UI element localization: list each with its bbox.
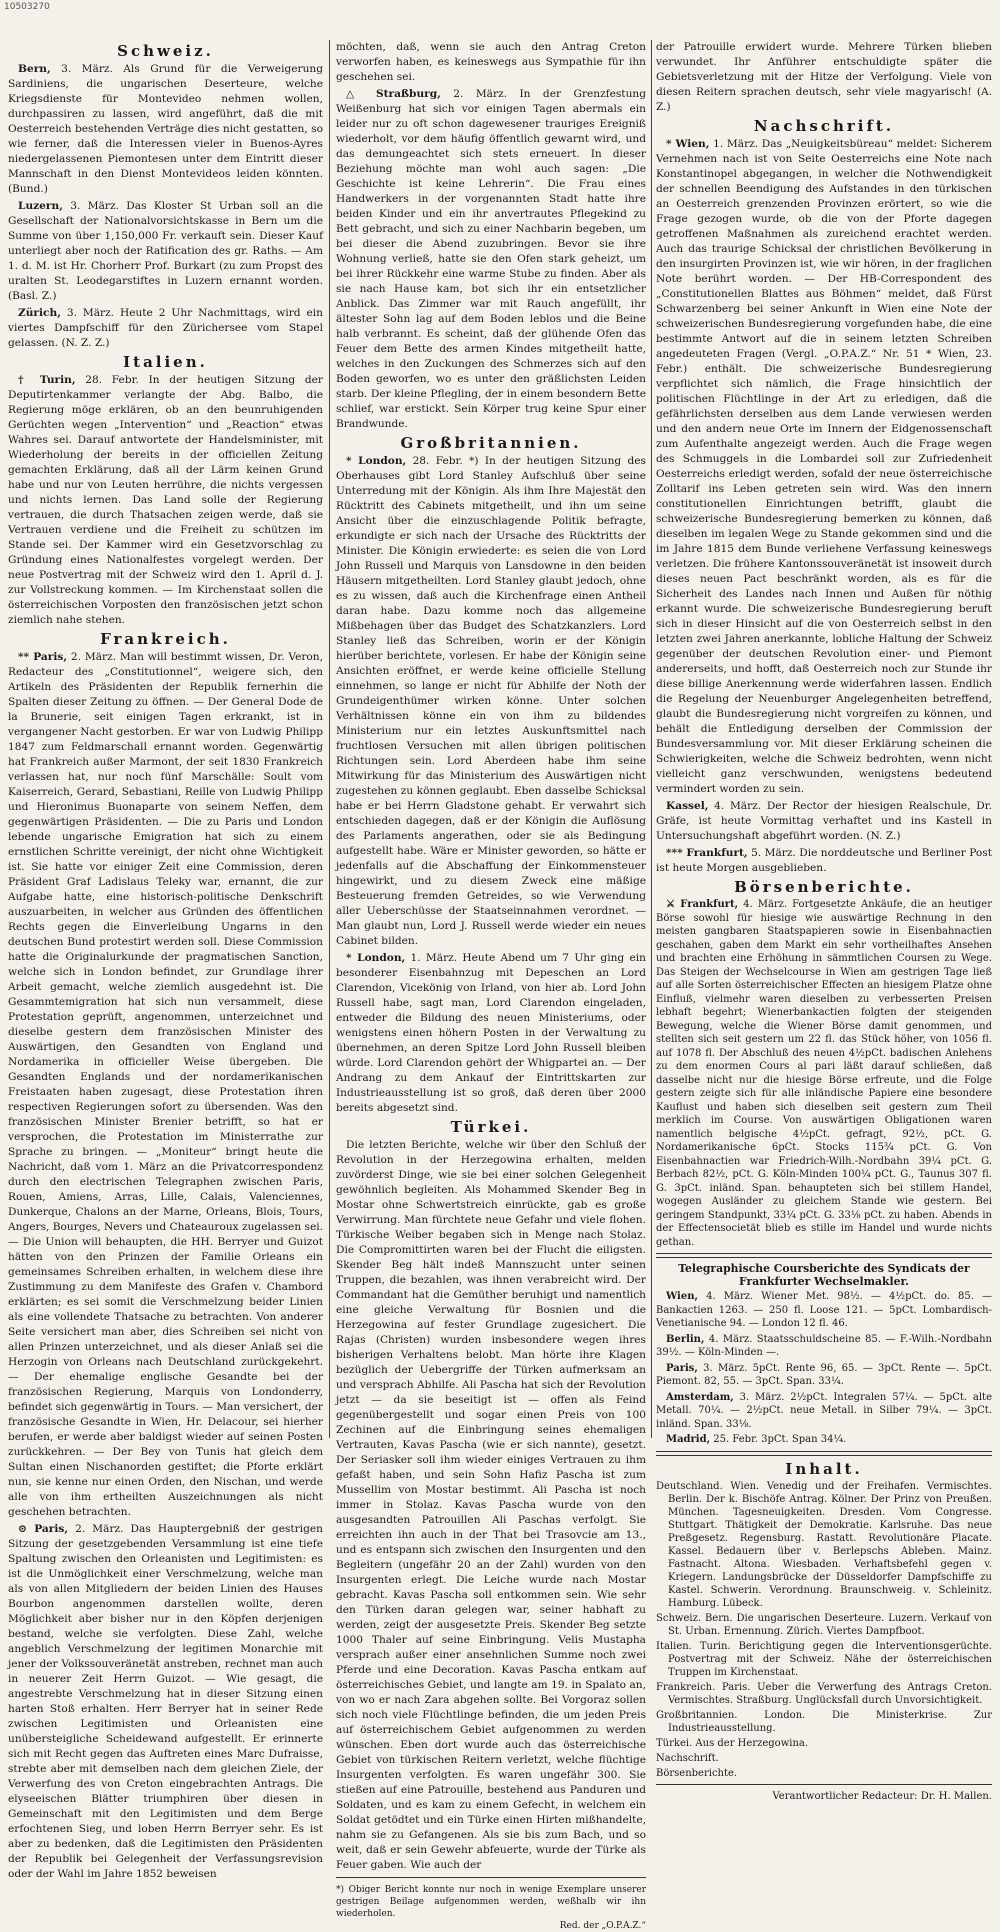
toc-entry: Nachschrift. xyxy=(656,1752,719,1764)
article-kassel xyxy=(656,799,992,844)
article-text: 28. Febr. *) In der heutigen Sitzung des Oberhauses gibt Lord Stanley Aufschluß über seine Unterredung mit der Königin. Als ihm Ihre Majestät den Rücktritt des Cabinets mitgetheilt, und ihn um seine Ansicht über die einzuschlagende Politik befragte, erkundigte er sich nach der Ursache des Rücktritts der Minister. Die Königin erwiederte: es seien die von Lord John Russell und Marquis von Lansdowne in den beiden Häusern mitgetheilten. Lord Stanley glaubt jedoch, ohne es zu wissen, daß auch die Kirchenfrage einen Antheil daran habe. Dazu komme noch das allgemeine Mißbehagen über das Budget des Schatzkanzlers. Lord Stanley ließ das Schreiben, worin er der Königin hierüber berichtete, vorlesen. Er habe der Königin seine Ansichten eröffnet, er werde keine officielle Stellung einnehmen, so lange er nicht für Abhilfe der Noth der Grundeigenthümer wirken könne. Unter solchen Verhältnissen könne ein von ihm zu bildendes Ministerium nur ein letztes Auskunftsmittel nach fruchtlosen Versuchen mit allen übrigen politischen Richtungen sein. Lord Aberdeen habe ihm seine Mitwirkung für das Ministerium des Auswärtigen nicht zugestehen zu können geglaubt. Eben dasselbe Schicksal habe er bei Herrn Gladstone gehabt. Er verwahrt sich entschieden dagegen, daß er der Königin die Auflösung des Parlaments angerathen, oder sie als Bedingung aufgestellt habe. Wäre er Minister geworden, so hätte er jedenfalls auf die Abschaffung der Einkommensteuer hingewirkt, und zu diesem Zweck eine mäßige Besteuerung fremden Getreides, so wie Verwendung aller Ueberschüsse der Staatseinnahmen verordnet. — Man glaubt nun, Lord J. Russell werde wieder ein neues Cabinet bilden. xyxy=(336,455,646,947)
signature-rule xyxy=(656,1784,992,1785)
article-zuerich xyxy=(8,306,323,351)
footnote-text: *) Obiger Bericht konnte nur noch in wenige Exemplare unserer gestrigen Beilage aufgenommen werden, weßhalb wir ihn wiederholen. xyxy=(336,1885,646,1919)
dateline: Amsterdam, xyxy=(666,1391,734,1403)
dateline: Kassel, xyxy=(666,800,709,812)
dateline: Paris, xyxy=(666,1362,698,1374)
article-continuation: möchten, daß, wenn sie auch den Antrag Creton verworfen haben, es keineswegs aus Sympathie für ihn geschehen sei. xyxy=(336,41,646,83)
article-continuation: der Patrouille erwidert wurde. Mehrere Türken blieben verwundet. Ihr Anführer entschuldigte später die Gebietsverletzung mit der Hitze der Verfolgung. Viele von diesen Reitern sprachen deutsch, sehr viele magyarisch! (A. Z.) xyxy=(656,41,992,113)
section-head-nachschrift: Nachschrift. xyxy=(753,117,895,135)
telegraph-entry xyxy=(656,1333,992,1360)
dateline: Zürich, xyxy=(18,307,61,319)
telegraph-list xyxy=(656,1290,992,1447)
column-1 xyxy=(8,40,323,1880)
article-strassburg xyxy=(336,87,646,432)
toc-entry: Frankreich. Paris. Ueber die Verwerfung des Antrags Creton. Vermischtes. Straßburg. Unglücksfall durch Unvorsichtigkeit. xyxy=(656,1681,992,1706)
column-rule-right xyxy=(651,40,652,1438)
footnote-signature: Red. der „O.P.A.Z.“ xyxy=(559,1921,646,1931)
editor-signature: Verantwortlicher Redacteur: Dr. H. Mallen. xyxy=(772,1790,992,1802)
entry-text: 4. März. Staatsschuldscheine 85. — F.-Wilh.-Nordbahn 39½. — Köln-Minden —. xyxy=(656,1333,992,1358)
section-head-frankreich: Frankreich. xyxy=(100,630,231,648)
dateline: △ Straßburg, xyxy=(346,88,441,100)
footnote xyxy=(336,1884,646,1932)
article-paris-1 xyxy=(8,650,323,1520)
article-luzern xyxy=(8,199,323,304)
article-text: 2. März. Das Hauptergebniß der gestrigen Sitzung der gesetzgebenden Versammlung ist eine tiefe Spaltung zwischen den Orleanisten und Legitimisten: es ist die Unmöglichkeit einer Verschmelzung, welche man als von allen Mitgliedern der beiden Linien des Hauses Bourbon angenommen darstellen wollte, deren Möglichkeit aber bisher nur in den Köpfen derjenigen bestand, welche sie verfolgten. Diese Zahl, welche angeblich Verschmelzung der legitimen Monarchie mit jener der Volkssouveränetät anstreben, rechnet man auch in neuerer Zeit Herrn Guizot. — Wie gesagt, die angestrebte Verschmelzung hat in dieser Sitzung einen harten Stoß erhalten. Herr Berryer hat in seiner Rede zwischen Legitimisten und Orleanisten eine unübersteigliche Scheidewand aufgestellt. Er erinnerte sich mit Recht gegen das Auftreten eines Marc Dufraisse, strebte aber mit demselben nach dem gleichen Ziele, der Verwerfung des von Creton eingebrachten Antrags. Die elyseeischen Blätter triumphiren über diesen in Gemeinschaft mit den Legitimisten und dem Berge erfochtenen Sieg, und loben Herrn Berryer sehr. Es ist aber zu bedenken, daß die Legitimisten den Präsidenten der Republik bei Gelegenheit der Verfassungsrevision oder der Wahl im Jahre 1852 beweisen xyxy=(8,1523,323,1880)
article-text: 2. März. Man will bestimmt wissen, Dr. Veron, Redacteur des „Constitutionnel“, weigere sich, den Artikeln des Präsidenten der Republik fernerhin die Spalten dieser Zeitung zu öffnen. — Der General Dode de la Brunerie, seit einigen Tagen erkrankt, ist in vergangener Nacht gestorben. Er war von Ludwig Philipp 1847 zum Feldmarschall ernannt worden. Gegenwärtig hat Frankreich außer Marmont, der seit 1830 Frankreich verlassen hat, nur noch fünf Marschälle: Soult vom Kaiserreich, Gerard, Sebastiani, Reille von Ludwig Philipp und Hieronimus Buonaparte von seinem Neffen, dem gegenwärtigen Präsidenten. — Die zu Paris und London lebende ungarische Emigration hat sich zu einem ernstlichen Schritte vereinigt, der nicht ohne Wichtigkeit ist. Sie hatte vor einiger Zeit eine Commission, deren Präsident Graf Ladislaus Teleky war, ernannt, die zur Aufgabe hatte, eine historisch-politische Denkschrift auszuarbeiten, in welcher aus Gründen des öffentlichen Rechts gegen die Einverleibung Ungarns in den deutschen Bund protestirt werden soll. Diese Commission hatte die Originalurkunde der pragmatischen Sanction, welche sich in London befindet, zur Grundlage ihrer Arbeit gemacht, welche ziemlich ausgedehnt ist. Die Gesammtemigration hat sich nun versammelt, diese Protestation geprüft, angenommen, unterzeichnet und dieselbe gestern dem französischen Minister des Auswärtigen, den Gesandten von England und Nordamerika in officieller Weise übergeben. Die Gesandten Englands und der nordamerikanischen Freistaaten haben zugesagt, diese Protestation ihren respectiven Regierungen sofort zu übersenden. Was den französischen Minister Brenier betrifft, so hat er versprochen, die Protestation im Ministerrathe zur Sprache zu bringen. — „Moniteur“ bringt heute die Nachricht, daß vom 1. März an die Privatcorrespondenz durch den electrischen Telegraphen zwischen Paris, Rouen, Amiens, Arras, Lille, Calais, Valenciennes, Dunkerque, Chalons an der Marne, Orleans, Blois, Tours, Angers, Bourges, Nevers und Chateauroux zugelassen sei. — Die Union will behaupten, die HH. Berryer und Guizot hätten von den Prinzen der Familie Orleans ein gemeinsames Schreiben erhalten, in welchem diese ihre Zustimmung zu dem Manifeste des Grafen v. Chambord erklärten; es sei somit die Verschmelzung beider Linien als eine vollendete Thatsache zu betrachten. Von anderer Seite versichert man aber, dies Schreiben sei nicht von allen Prinzen unterzeichnet, und als dieser Anlaß sei die Herzogin von Orleans nach Deutschland zurückgekehrt. — Der ehemalige englische Gesandte bei der französischen Regierung, Marquis von Londonderry, befindet sich gegenwärtig in Tours. — Man versichert, der französische Gesandte in Wien, Hr. Delacour, sei hierher berufen, er werde aber baldigst wieder auf seinen Posten zurückkehren. — Der Bey von Tunis hat gleich dem Sultan einen Nischanorden gestiftet; die Pforte erklärt nun, sie kenne nur einen Orden, den Nischan, und werde alle von ihm ertheilten Auszeichnungen als nicht geschehen betrachten. xyxy=(8,651,323,1518)
article-wien xyxy=(656,137,992,797)
telegraph-entry xyxy=(656,1433,992,1447)
article-text: 3. März. Das Kloster St Urban soll an die Gesellschaft der Nationalvorsichtskasse in Bern um die Summe von über 1,150,000 Fr. verkauft sein. Dieser Kauf unterliegt aber noch der Ratification des gr. Raths. — Am 1. d. M. ist Hr. Chorherr Prof. Burkart (zu zum Propst des uralten St. Leodegarstiftes in Luzern ernannt worden. (Basl. Z.) xyxy=(8,200,323,302)
double-rule xyxy=(656,1253,992,1258)
section-head-boerse: Börsenberichte. xyxy=(734,878,914,896)
page-id: 10503270 xyxy=(4,2,50,12)
table-of-contents xyxy=(656,1480,992,1780)
toc-entry: Schweiz. Bern. Die ungarischen Deserteure. Luzern. Verkauf von St. Urban. Ernennung. Zürich. Viertes Dampfboot. xyxy=(656,1612,992,1637)
toc-entry: Großbritannien. London. Die Ministerkrise. Zur Industrieausstellung. xyxy=(656,1709,992,1734)
article-frankfurt xyxy=(656,846,992,876)
article-text: 28. Febr. In der heutigen Sitzung der Deputirtenkammer verlangte der Abg. Balbo, die Regierung möge erklären, ob an den beunruhigenden Gerüchten wegen „Intervention“ und „Reaction“ etwas Wahres sei. Darauf antwortete der Handelsminister, mit Wiederholung der bereits in der officiellen Zeitung gemachten Erklärung, daß all der Lärm keinen Grund habe und nur von Leuten herrühre, die nichts vergessen und nichts lernen. Das Land solle der Regierung vertrauen, die durch Thatsachen zeigen werde, daß sie Vertrauen verdiene und die Freiheit zu schützen im Stande sei. Der Kammer wird ein Gesetzvorschlag zu Gründung eines Nationalfestes vorgelegt werden. Der neue Postvertrag mit der Schweiz wird den 1. April d. J. zur Vollstreckung kommen. — Im Kirchenstaat sollen die österreichischen Vorposten den französischen jetzt schon ziemlich nahe stehen. xyxy=(8,374,323,626)
article-turin xyxy=(8,373,323,628)
column-2 xyxy=(336,40,646,1931)
article-paris-2 xyxy=(8,1522,323,1882)
dateline: * Wien, xyxy=(666,138,710,150)
telegraph-entry xyxy=(656,1290,992,1331)
article-text: 3. März. Heute 2 Uhr Nachmittags, wird ein viertes Dampfschiff für den Zürichersee vom Stapel gelassen. (N. Z. Z.) xyxy=(8,307,323,349)
article-text: 3. März. Als Grund für die Verweigerung Sardiniens, die ungarischen Deserteure, welche Kriegsdienste für Montevideo nehmen wollen, durchpassiren zu lassen, wird angeführt, daß die mit Oesterreich bestehenden Verträge dies nicht gestatten, so wie ferner, daß die Interessen vieler in Buenos-Ayres niedergelassenen Piemontesen unter dem Eintritt dieser Mannschaft in den Dienst Montevideos leiden könnten. (Bund.) xyxy=(8,63,323,195)
article-text: 1. März. Das „Neuigkeitsbüreau“ meldet: Sicherem Vernehmen nach ist von Seite Oesterreichs eine Note nach Konstantinopel abgegangen, in welcher die Nothwendigkeit der schnellen Beendigung des Aufstandes in den türkischen an Oesterreich grenzenden Provinzen erörtert, so wie die Frage gezogen wurde, ob die von der Pforte dagegen getroffenen Maßnahmen als zureichend erachtet werden. Auch das traurige Schicksal der christlichen Bevölkerung in den insurgirten Provinzen ist, wie wir hören, in der fraglichen Note berührt worden. — Der HB-Correspondent des „Constitutionellen Blattes aus Böhmen“ meldet, daß Fürst Schwarzenberg bei seiner Ankunft in Wien eine Note der schweizerischen Bundesregierung vorgefunden habe, die eine bestimmte Antwort auf die in seinem letzten Schreiben angedeuteten Fragen (Vergl. „O.P.A.Z.“ Nr. 51 * Wien, 23. Febr.) enthält. Die schweizerische Bundesregierung verpflichtet sich nämlich, die Frage hinsichtlich der politischen Flüchtlinge in der Art zu erledigen, daß die gefährlichsten derselben aus dem Lande verwiesen werden und den andern neue Orte im Innern der Eidgenossenschaft zum Aufenthalte angezeigt werden. Auch die Frage wegen des Schmuggels in die Lombardei soll zur Zufriedenheit Oesterreichs erledigt werden, sofald der neue österreichische Zolltarif ins Leben getreten sein wird. Was den innern constitutionellen Einrichtungen betrifft, glaubt die schweizerische Bundesregierung bemerken zu können, daß dieselben im legalen Wege zu Stande gekommen sind und die im Jahre 1815 dem Bunde verliehene Verfassung keineswegs verletzen. Die frühere Kantonssouveränetät ist insoweit durch dieses neuen Pact beschränkt worden, als es für die Sicherheit des Landes nach Innen und Außen für nöthig erkannt wurde. Die schweizerische Bundesregierung beruft sich in dieser Hinsicht auf die von Oesterreich selbst in den letzten zwei Jahren anerkannte, lobliche Haltung der Schweiz gegenüber der deutschen Revolution einer- und Piemont andererseits, und hofft, daß Oesterreich noch zur Stunde ihr diese billige Anerkennung werde widerfahren lassen. Endlich die Regelung der Neuenburger Angelegenheiten betreffend, glaubt die Bundesregierung nicht vorgreifen zu können, und behält die Entledigung derselben der Commission der Bundesversammlung vor. Mit dieser Erklärung scheinen die Schwierigkeiten, welche die Schweiz bedrohten, wenn nicht vielleicht ganz verschwunden, wenigstens bedeutend vermindert worden zu sein. xyxy=(656,138,992,795)
section-head-italien: Italien. xyxy=(123,353,208,371)
double-rule xyxy=(656,1451,992,1456)
dateline: ⊙ Paris, xyxy=(18,1523,69,1535)
dateline: Berlin, xyxy=(666,1333,705,1345)
dateline: Bern, xyxy=(18,63,51,75)
column-3 xyxy=(656,40,993,1802)
article-bern xyxy=(8,62,323,197)
article-text: 5. März. Die norddeutsche und Berliner Post ist heute Morgen ausgeblieben. xyxy=(656,847,992,874)
article-london-1 xyxy=(336,454,646,949)
section-head-schweiz: Schweiz. xyxy=(117,42,214,60)
toc-entry: Türkei. Aus der Herzegowina. xyxy=(656,1737,809,1749)
article-tuerkei: Die letzten Berichte, welche wir über den Schluß der Revolution in der Herzegowina erhalten, melden zuvörderst Dinge, wie sie bei einer solchen Gelegenheit gewöhnlich begleiten. Als Mohammed Skender Beg in Mostar ohne Schwertstreich einrückte, gab es große Verwirrung. Man fürchtete neue Gefahr und viele flohen. Türkische Weiber begaben sich in Menge nach Stolaz. Die Compromittirten waren bei der Flucht die eiligsten. Skender Beg hält indeß Mannszucht unter seinen Truppen, die bezahlen, was ihnen verabreicht wird. Der Commandant hat die Gemüther beruhigt und namentlich eine gleiche Verwaltung für Bosnien und die Herzegowina auf fester Grundlage zugesichert. Die Rajas (Christen) wurden insbesondere wegen ihres bisherigen Verhaltens belobt. Man hörte ihre Klagen bezüglich der Uebergriffe der Türken aufmerksam an und versprach Abhilfe. Ali Pascha hat sich der Revolution jetzt — da sie beseitigt ist — offen als Feind gegenübergestellt und sogar einen Preis von 100 Zechinen auf die Einbringung seines ehemaligen Vertrauten, Kavas Pascha (wie er sich nannte), gesetzt. Der Seriasker soll ihm wieder einiges Vertrauen zu ihm gefaßt haben, und sein Sohn Hafiz Pascha ist zum Mussellim von Mostar bestimmt. Ali Pascha ist noch immer in Stolaz. Kavas Pascha wurde von den ausgesandten Patrouillen Ali Paschas verfolgt. Sie erreichten ihn auch in der That bei Trasovcie am 13., und es entspann sich zwischen den Insurgenten und den Begleitern (ungefähr 20 an der Zahl) wurden von den Insurgenten erlegt. Die Leiche wurde nach Mostar gebracht. Kavas Pascha soll entkommen sein. Wie sehr den Türken daran gelegen war, seiner habhaft zu werden, zeigt der ausgesetzte Preis. Skender Beg setzte 1000 Thaler auf seine Einbringung. Velis Mustapha versprach außer einer ansehnlichen Summe noch zwei Pferde und eine Decoration. Kavas Pascha entkam auf österreichisches Gebiet, und langte am 19. in Spalato an, von wo er nach Zara abgehen sollte. Bei Vorgoraz sollen sich noch viele Flüchtlinge befinden, die um jeden Preis auf österreichischem Gebiet aufgenommen zu werden wünschen. Eben dort wurde auch das österreichische Gebiet von türkischen Reitern verletzt, welche flüchtige Insurgenten verfolgten. Es waren ungefähr 300. Sie stießen auf eine Patrouille, bestehend aus Panduren und Soldaten, und es kam zu einem Gefecht, in welchem ein Soldat getödtet und ein Türke einen Hirten mißhandelte, nahm sie zu Gefangenen. Als sie bis zum Bach, und so weit, daß er sein Gewehr abfeuerte, wurde der Türke als Feuer gaben. Wie auch der xyxy=(336,1139,646,1871)
section-head-grossbritannien: Großbritannien. xyxy=(400,434,582,452)
toc-entry: Börsenberichte. xyxy=(656,1767,738,1779)
dateline: Wien, xyxy=(666,1291,698,1302)
article-text: 4. März. Fortgesetzte Ankäufe, die an heutiger Börse sowohl für hiesige wie auswärtige Rechnung in den meisten gangbaren Staatspapieren sowie in Eisenbahnactien geschahen, gaben dem Markt ein sehr vortheilhaftes Ansehen und brachten eine Erhöhung in sämmtlichen Coursen zu Wege. Das Steigen der Wechselcourse in Wien am gestrigen Tage ließ auf alle Sorten österreichischer Effecten an hiesigem Platze ohne Einfluß, vielmehr waren dieselben zu verbesserten Preisen lebhaft begehrt; Wienerbankactien folgten der steigenden Bewegung, welche die Wiener Börse damit genommen, und stellten sich seit gestern um 22 fl. das Stück höher, von 1056 fl. auf 1078 fl. Der Abschluß des neuen 4½pCt. badischen Anlehens zu dem enormen Cours al pari läßt darauf schließen, daß dasselbe nicht nur die hiesige Börse erfreute, und die Folge gestern zeigte sich für alle inländische Papiere eine besondere Kauflust und haben sich dieselben seit gestern zum Theil merklich im Course. Von auswärtigen Obligationen waren namentlich belgische 4½pCt. gefragt, 92½, pCt. G. Nordamerikanische 6pCt. Stocks 115¾ pCt. G. Von Eisenbahnactien war Friedrich-Wilh.-Nordbahn 39¼ pCt. G. Berbach 82½, pCt. G. Köln-Minden 100¼ pCt. G., Taunus 307 fl. G. 3pCt. inländ. Span. behaupteten sich bei stillem Handel, wogegen Ausländer zu gleichem Stande wie gestern. Bei geringem Standpunkt, 33¼ pCt. G. 33⅛ pCt. zu haben. Abends in der Effectensocietät blieb es stille im Handel und wurde nichts gethan. xyxy=(656,899,992,1248)
entry-text: 3. März. 2½pCt. Integralen 57¼. — 5pCt. alte Metall. 70¼. — 2½pCt. neue Metall. in Silber 79¼. — 3pCt. inländ. Span. 33⅛. xyxy=(656,1391,992,1430)
dateline: Madrid, xyxy=(666,1434,711,1445)
article-boerse xyxy=(656,898,992,1249)
dateline: ** Paris, xyxy=(18,651,68,663)
toc-entry: Deutschland. Wien. Venedig und der Freihafen. Vermischtes. Berlin. Der k. Bischöfe Antrag. Kölner. Der Prinz von Preußen. München. Tagesneuigkeiten. Dresden. Vom Congresse. Stuttgart. Thätigkeit der Demokratie. Karlsruhe. Das neue Preßgesetz. Regensburg. Rastatt. Revolutionäre Placate. Kassel. Bedauern über v. Berlepschs Ableben. Mainz. Fastnacht. Altona. Wiesbaden. Verhaftsbefehl gegen v. Kriegern. Landungsbrücke der Düsseldorfer Dampfschiffe zu Kastel. Schwerin. Verordnung. Braunschweig. v. Schleinitz. Hamburg. Lübeck. xyxy=(656,1480,992,1609)
article-london-2 xyxy=(336,951,646,1116)
telegraph-entry xyxy=(656,1391,992,1432)
entry-text: 4. März. Wiener Met. 98½. — 4½pCt. do. 85. — Bankactien 1263. — 250 fl. Loose 121. — 5pCt. Lombardisch-Venetianische 94. — London 12 fl. 46. xyxy=(656,1291,992,1329)
dateline: Luzern, xyxy=(18,200,63,212)
dateline: * London, xyxy=(346,952,406,964)
footnote-rule xyxy=(336,1877,646,1878)
entry-text: 3. März. 5pCt. Rente 96, 65. — 3pCt. Rente —. 5pCt. Piemont. 82, 55. — 3pCt. Span. 33¼. xyxy=(656,1362,992,1387)
article-text: 4. März. Der Rector der hiesigen Realschule, Dr. Gräfe, ist heute Vormittag verhaftet und ins Kastell in Untersuchungshaft abgeführt worden. (N. Z.) xyxy=(656,800,993,842)
column-rule-left xyxy=(329,40,330,1438)
section-head-tuerkei: Türkei. xyxy=(450,1118,532,1136)
entry-text: 25. Febr. 3pCt. Span 34¼. xyxy=(713,1434,847,1445)
toc-entry: Italien. Turin. Berichtigung gegen die Interventionsgerüchte. Postvertrag mit der Schweiz. Nähe der österreichischen Truppen im Kirchenstaat. xyxy=(656,1640,992,1678)
article-text: 2. März. In der Grenzfestung Weißenburg hat sich vor einigen Tagen abermals ein leider nur zu oft schon dagewesener trauriges Ereigniß wiederholt, vor dem häufig öffentlich gewarnt wird, und das demungeachtet sich stets erneuert. In dieser Beziehung möchte man wohl auch sagen: „Die Geschichte ist keine Lehrerin“. Die Frau eines Handwerkers in der vorgenannten Stadt hatte ihre beiden Kinder und ein ihr anvertrautes Pflegekind zu Bett gebracht, und sich zu einer Nachbarin begeben, um bei dieser die Abend zuzubringen. Bevor sie ihre Wohnung verließ, hatte sie den Ofen stark geheizt, um bei ihrer Rückkehr eine warme Stube zu finden. Aber als sie nach Hause kam, bot sich ihr ein entsetzlicher Anblick. Das Zimmer war mit Rauch angefüllt, ihr ältester Sohn lag auf dem Boden leblos und die Beine halb verbrannt. Es scheint, daß der glühende Ofen das Feuer dem Bette des armen Kindes mitgetheilt hatte, welches in den Zuckungen des Schmerzes sich auf den Boden geworfen, wo es unter den gräßlichsten Leiden starb. Der kleine Pflegling, der in einem besondern Bette schlief, war erstickt. Sein Körper trug keine Spur einer Brandwunde. xyxy=(336,88,646,430)
dateline: * London, xyxy=(346,455,407,467)
section-head-telegraph: Telegraphische Coursberichte des Syndicats der Frankfurter Wechselmakler. xyxy=(678,1262,970,1288)
dateline: † Turin, xyxy=(18,374,76,386)
telegraph-entry xyxy=(656,1362,992,1389)
article-text: 1. März. Heute Abend um 7 Uhr ging ein besonderer Eisenbahnzug mit Depeschen an Lord Clarendon, Vicekönig von Irland, von hier ab. Lord John Russell habe, sagt man, Lord Clarendon eingeladen, entweder die Bildung des neuen Ministeriums, oder wenigstens einen höhern Posten in der Verwaltung zu übernehmen, an deren Spitze Lord John Russell bleiben würde. Lord Clarendon gehört der Whigpartei an. — Der Andrang zu dem Ankauf der Eintrittskarten zur Industrieausstellung ist so groß, daß deren über 2000 bereits abgesetzt sind. xyxy=(336,952,646,1114)
section-head-inhalt: Inhalt. xyxy=(785,1459,863,1478)
dateline: ⚔ Frankfurt, xyxy=(666,899,739,910)
dateline: *** Frankfurt, xyxy=(666,847,748,859)
